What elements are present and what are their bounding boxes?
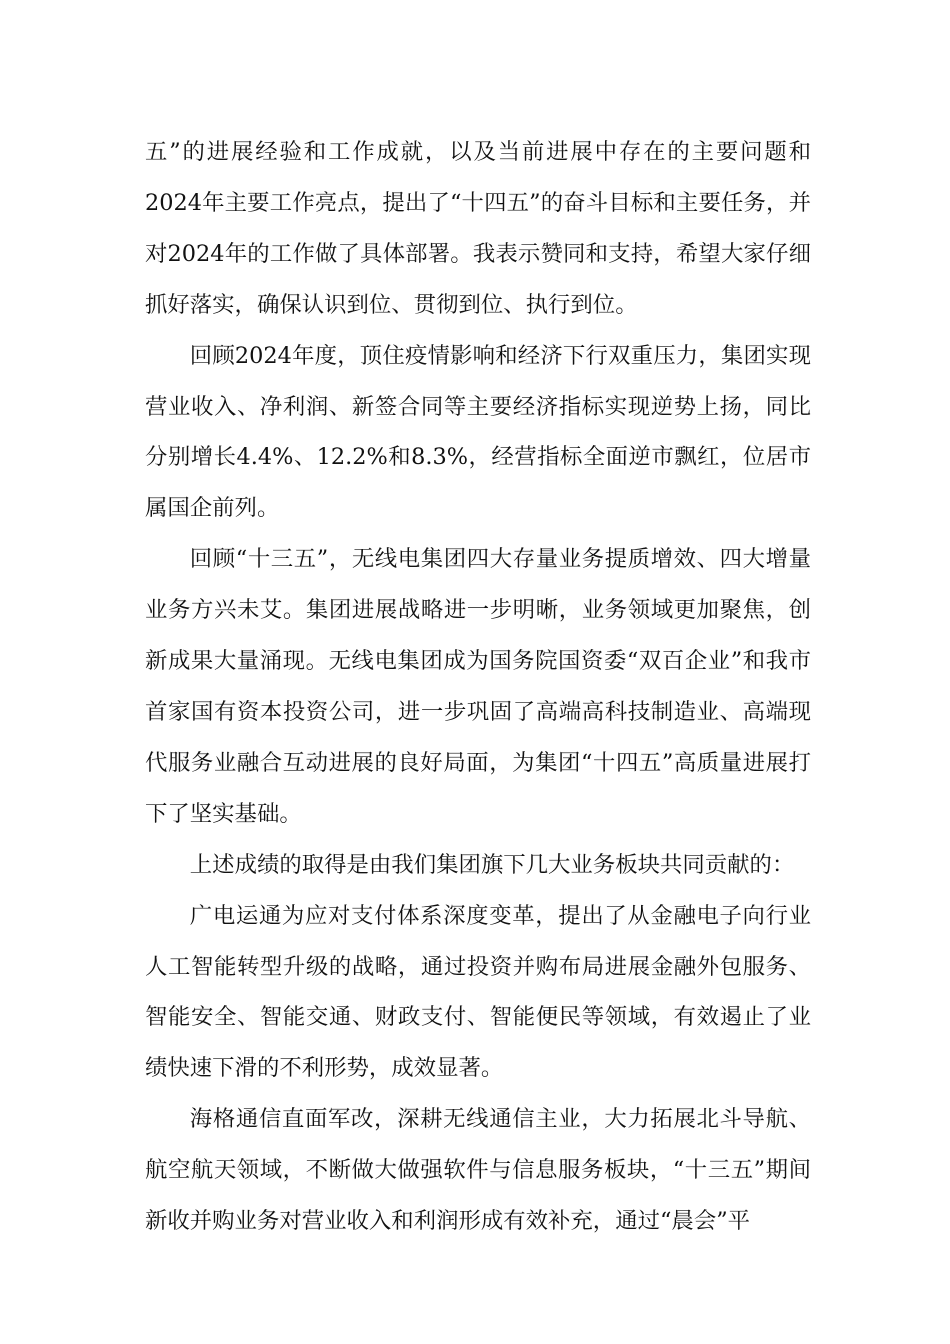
body-text: [145, 127, 811, 1247]
paragraph-2: 回顾2024年度，顶住疫情影响和经济下行双重压力，集团实现营业收入、净利润、新签合同等主要经济指标实现逆势上扬，同比分别增长4.4%、12.2%和8.3%，经营指标全面逆市飘红，位居市属国企前列。: [145, 342, 811, 522]
paragraph-3: 回顾“十三五”，无线电集团四大存量业务提质增效、四大增量业务方兴未艾。集团进展战略进一步明晰，业务领域更加聚焦，创新成果大量涌现。无线电集团成为国务院国资委“双百企业”和我市首家国有资本投资公司，进一步巩固了高端高科技制造业、高端现代服务业融合互动进展的良好局面，为集团“十四五”高质量进展打下了坚实基础。: [145, 546, 811, 827]
paragraph-5: 广电运通为应对支付体系深度变革，提出了从金融电子向行业人工智能转型升级的战略，通过投资并购布局进展金融外包服务、智能安全、智能交通、财政支付、智能便民等领域，有效遏止了业绩快速下滑的不利形势，成效显著。: [145, 902, 811, 1082]
paragraph-1: 五”的进展经验和工作成就，以及当前进展中存在的主要问题和2024年主要工作亮点，提出了“十四五”的奋斗目标和主要任务，并对2024年的工作做了具体部署。我表示赞同和支持，希望大家仔细抓好落实，确保认识到位、贯彻到位、执行到位。: [145, 139, 811, 318]
paragraph-4: 上述成绩的取得是由我们集团旗下几大业务板块共同贡献的：: [189, 851, 795, 878]
paragraph-6: 海格通信直面军改，深耕无线通信主业，大力拓展北斗导航、航空航天领域，不断做大做强软件与信息服务板块，“十三五”期间新收并购业务对营业收入和利润形成有效补充，通过“晨会”平: [145, 1106, 811, 1235]
